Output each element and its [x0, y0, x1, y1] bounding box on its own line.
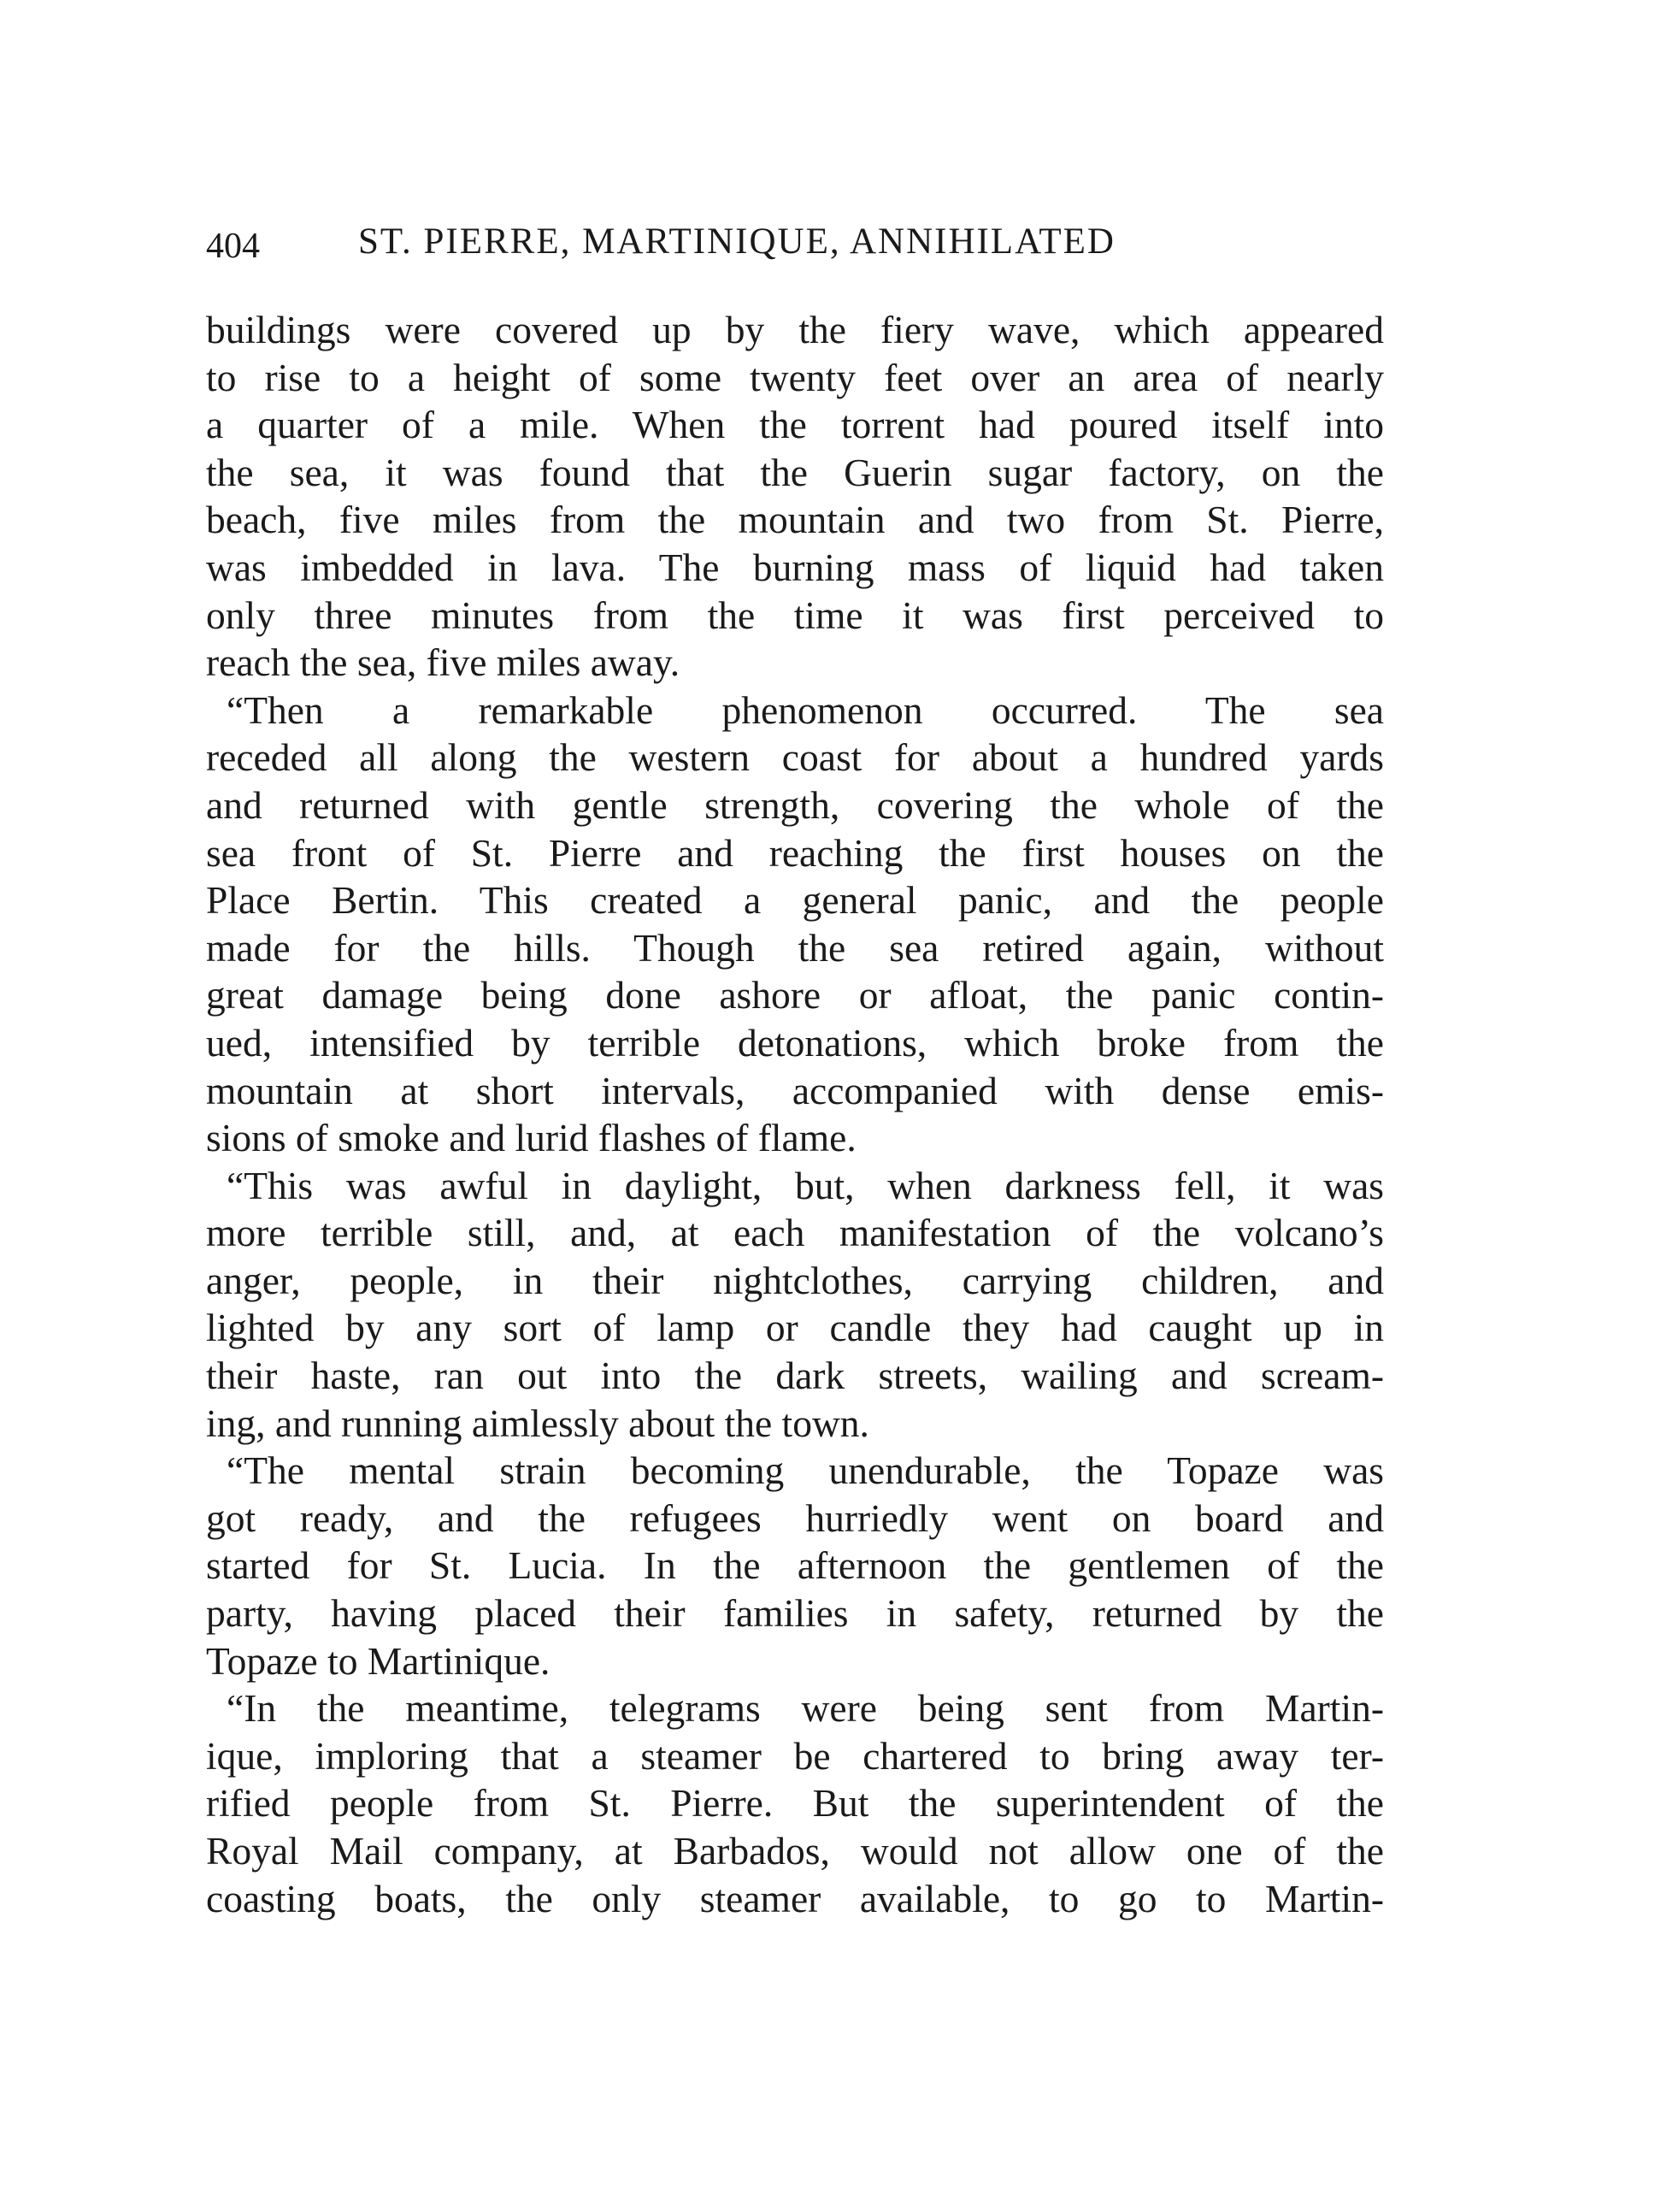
text-line: buildings were covered up by the fiery wave, which appeared — [206, 308, 1384, 351]
text-line: mountain at short intervals, accompanied with dense emis- — [206, 1068, 1384, 1112]
text-line: ique, imploring that a steamer be chartered to bring away ter- — [206, 1733, 1384, 1778]
text-line: Royal Mail company, at Barbados, would not allow one of the — [206, 1829, 1384, 1873]
text-line: made for the hills. Though the sea retired again, without — [206, 925, 1384, 970]
text-line: a quarter of a mile. When the torrent had poured itself into — [206, 403, 1384, 447]
text-line: only three minutes from the time it was first perceived to — [206, 593, 1384, 637]
paragraph — [206, 306, 1384, 687]
page-number: 404 — [206, 227, 260, 266]
text-line: anger, people, in their nightclothes, carrying children, and — [206, 1258, 1384, 1302]
text-line: receded all along the western coast for about a hundred yards — [206, 735, 1384, 780]
text-line: started for St. Lucia. In the afternoon the gentlemen of the — [206, 1543, 1384, 1588]
text-line: ued, intensified by terrible detonations, which broke from the — [206, 1020, 1384, 1065]
running-title: ST. PIERRE, MARTINIQUE, ANNIHILATED — [358, 221, 1116, 262]
text-line: “The mental strain becoming unendurable, the Topaze was — [227, 1448, 1384, 1493]
paragraph — [206, 1162, 1384, 1448]
text-line: great damage being done ashore or afloat, the panic contin- — [206, 973, 1384, 1018]
text-line: to rise to a height of some twenty feet over an area of nearly — [206, 355, 1384, 399]
text-line: sions of smoke and lurid flashes of flame. — [206, 1116, 857, 1160]
text-line: more terrible still, and, at each manifestation of the volcano’s — [206, 1211, 1384, 1255]
text-line: Topaze to Martinique. — [206, 1638, 550, 1683]
text-line: sea front of St. Pierre and reaching the first houses on the — [206, 830, 1384, 875]
text-line: their haste, ran out into the dark streets, wailing and scream- — [206, 1354, 1384, 1398]
page-body-text — [206, 306, 1384, 1922]
text-line: Place Bertin. This created a general panic, and the people — [206, 878, 1384, 923]
text-line: party, having placed their families in safety, returned by the — [206, 1591, 1384, 1636]
text-line: “This was awful in daylight, but, when darkness fell, it was — [227, 1163, 1384, 1207]
text-line: ing, and running aimlessly about the town. — [206, 1401, 869, 1445]
running-header — [206, 221, 1386, 272]
text-line: beach, five miles from the mountain and two from St. Pierre, — [206, 498, 1384, 542]
paragraph — [206, 1684, 1384, 1922]
text-line: reach the sea, five miles away. — [206, 640, 680, 685]
paragraph — [206, 687, 1384, 1162]
text-line: was imbedded in lava. The burning mass of liquid had taken — [206, 545, 1384, 589]
paragraph — [206, 1447, 1384, 1684]
text-line: rified people from St. Pierre. But the superintendent of the — [206, 1781, 1384, 1826]
text-line: coasting boats, the only steamer available, to go to Martin- — [206, 1876, 1384, 1920]
text-line: the sea, it was found that the Guerin sugar factory, on the — [206, 450, 1384, 494]
text-line: and returned with gentle strength, covering the whole of the — [206, 782, 1384, 827]
text-line: got ready, and the refugees hurriedly went on board and — [206, 1495, 1384, 1540]
text-line: lighted by any sort of lamp or candle they had caught up in — [206, 1306, 1384, 1350]
text-line: “In the meantime, telegrams were being sent from Martin- — [227, 1686, 1384, 1731]
text-line: “Then a remarkable phenomenon occurred. The sea — [227, 687, 1384, 732]
